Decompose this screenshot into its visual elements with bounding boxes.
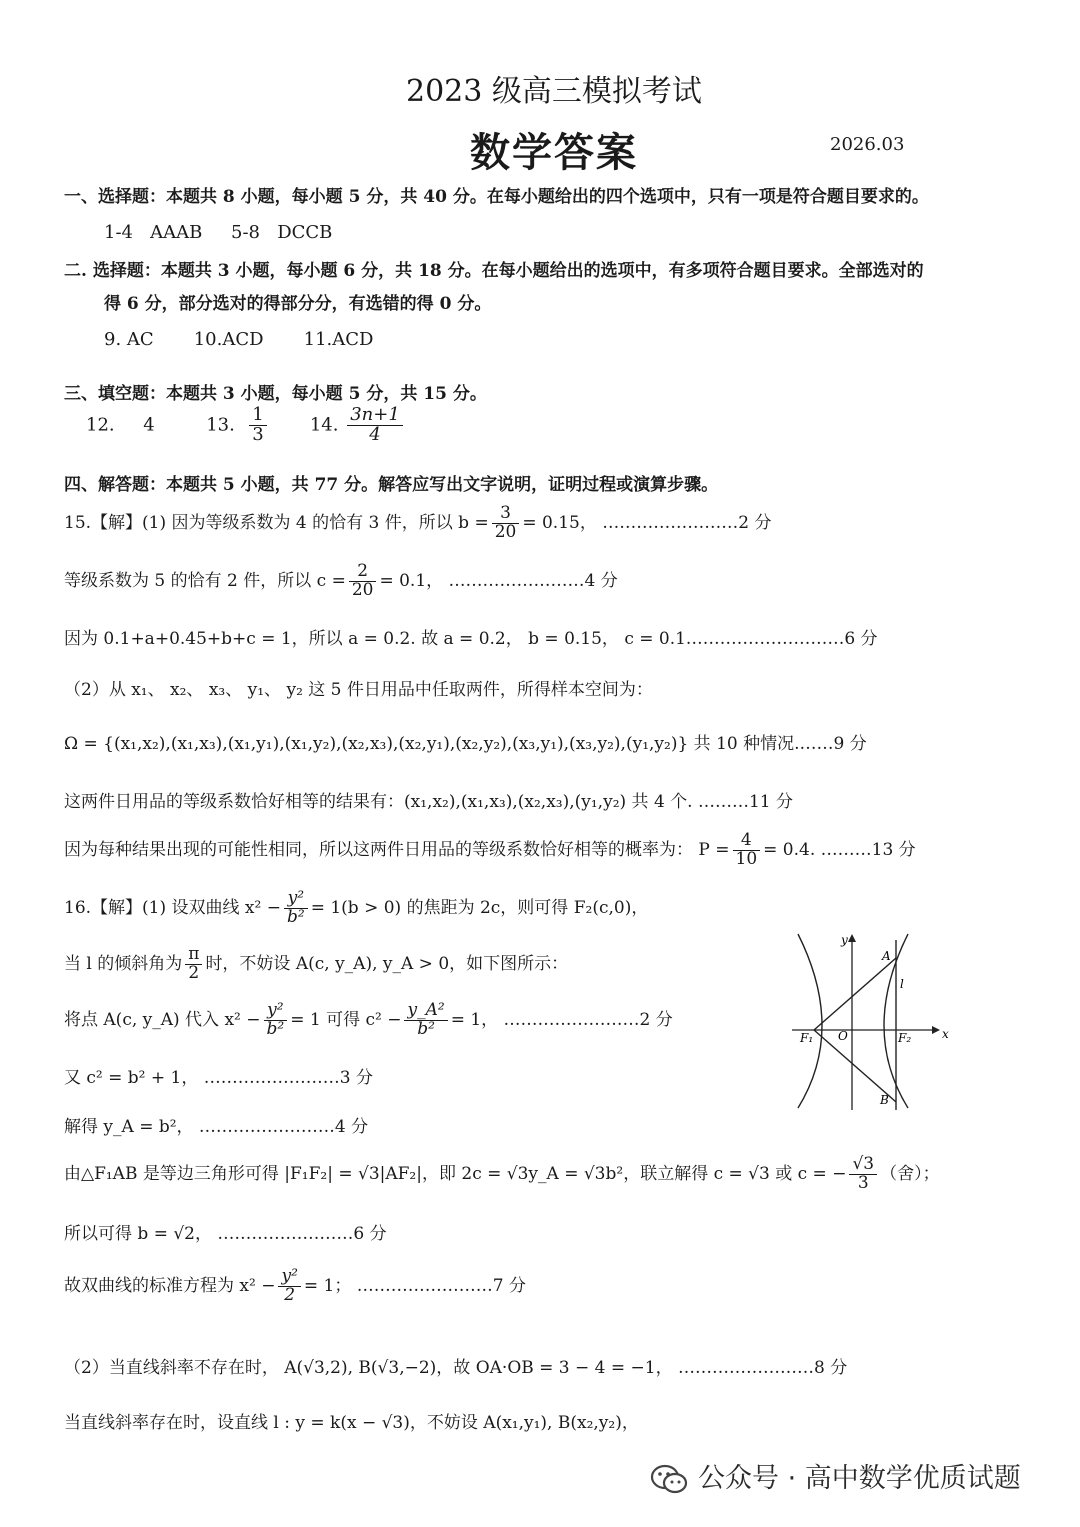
sec3-answers (86, 406, 406, 445)
q15-line7: 因为每种结果出现的可能性相同，所以这两件日用品的等级系数恰好相等的概率为： P = $\frac{4}{10}$ = 0.4. ………13 分 (64, 830, 916, 869)
label-l: l (900, 977, 904, 991)
x-axis-arrow (932, 1026, 940, 1034)
q16-line2: 当 l 的倾斜角为 $\frac{\pi}{2}$ 时，不妨设 A(c, y_A), y_A > 0，如下图所示： (64, 944, 569, 983)
q13-label: 13. (206, 414, 235, 436)
q16-line8: 故双曲线的标准方程为 x² − $\frac{\text{y²}}{2}$ = 1； ……………………7 分 (64, 1266, 526, 1305)
sec2-heading-line1: 二. 选择题：本题共 3 小题，每小题 6 分，共 18 分。在每小题给出的选项中，有多项符合题目要求。全部选对的 (64, 261, 924, 281)
q15-line6: 这两件日用品的等级系数恰好相等的结果有：(x₁,x₂),(x₁,x₃),(x₂,x₃),(y₁,y₂) 共 4 个. ………11 分 (64, 792, 794, 812)
sec2-answers (104, 329, 373, 350)
sec1-heading: 一、选择题：本题共 8 小题，每小题 5 分，共 40 分。在每小题给出的四个选项中，只有一项是符合题目要求的。 (64, 187, 929, 207)
label-f2: F₂ (898, 1031, 912, 1045)
label-a: A (882, 949, 891, 963)
q15-line3: 因为 0.1+a+0.45+b+c = 1，所以 a = 0.2. 故 a = 0.2， b = 0.15， c = 0.1.………………………6 分 (64, 629, 878, 649)
q16-line6: 由△F₁AB 是等边三角形可得 |F₁F₂| = √3|AF₂|，即 2c = √3y_A = √3b²，联立解得 c = √3 或 c = − $\frac{√3}{3}$ （舍）； (64, 1154, 940, 1193)
watermark-text: 公众号 · 高中数学优质试题 (698, 1463, 1021, 1494)
q16-line3: 将点 A(c, y_A) 代入 x² − $\frac{\text{y²}}{\text{b²}}$ = 1 可得 c² − $\frac{\text{y\_A²}}{\text{b²}}$ = 1， ……………………2 分 (64, 1000, 673, 1039)
q15-line1: 15.【解】(1) 因为等级系数为 4 的恰有 3 件，所以 b = $\frac{3}{20}$ = 0.15， ……………………2 分 (64, 503, 772, 542)
sec1-label-a: 1-4 (104, 222, 133, 243)
sec1-label-b: 5-8 (231, 222, 261, 243)
sec1-answers (104, 222, 332, 243)
q12-label: 12. (86, 414, 115, 436)
answer-9: 9. AC (104, 329, 154, 350)
q16-line4: 又 c² = b² + 1， ……………………3 分 (64, 1068, 373, 1088)
y-axis-arrow (848, 934, 856, 942)
answer-11: 11.ACD (303, 329, 374, 350)
segment-f1-b (814, 1030, 896, 1102)
answer-12: 4 (143, 414, 155, 436)
q16-line1: 16.【解】(1) 设双曲线 x² − $\frac{\text{y²}}{\text{b²}}$ = 1(b > 0) 的焦距为 2c，则可得 F₂(c,0)， (64, 888, 649, 927)
q15-line2: 等级系数为 5 的恰有 2 件，所以 c = $\frac{2}{20}$ = 0.1， ……………………4 分 (64, 561, 618, 600)
sec3-heading: 三、填空题：本题共 3 小题，每小题 5 分，共 15 分。 (64, 384, 487, 404)
label-o: O (838, 1029, 848, 1043)
q16-line9: （2）当直线斜率不存在时， A(√3,2), B(√3,−2)，故 OA·OB = 3 − 4 = −1， ……………………8 分 (64, 1358, 848, 1378)
q16-line10: 当直线斜率存在时，设直线 l : y = k(x − √3)，不妨设 A(x₁,y₁), B(x₂,y₂)， (64, 1413, 639, 1433)
q16-line5: 解得 y_A = b²， ……………………4 分 (64, 1117, 369, 1137)
label-x: x (942, 1027, 949, 1041)
q16-line7: 所以可得 b = √2， ……………………6 分 (64, 1224, 387, 1244)
exam-title: 2023 级高三模拟考试 (406, 74, 702, 109)
sec1-answer-a: AAAB (150, 222, 203, 243)
q14-label: 14. (309, 414, 339, 436)
label-y: y (841, 933, 848, 947)
wechat-icon (650, 1463, 690, 1497)
watermark (650, 1456, 1021, 1497)
sec1-answer-b: DCCB (277, 222, 333, 243)
label-b: B (880, 1093, 889, 1107)
label-f1: F₁ (800, 1031, 814, 1045)
q15-line5: Ω = {(x₁,x₂),(x₁,x₃),(x₁,y₁),(x₁,y₂),(x₂,x₃),(x₂,y₁),(x₂,y₂),(x₃,y₁),(x₃,y₂),(y₁,y₂)} 共 10 种情况.……9 分 (64, 734, 867, 754)
answer-10: 10.ACD (193, 329, 264, 350)
exam-date: 2026.03 (830, 134, 905, 155)
hyperbola-left-branch (798, 934, 822, 1108)
answer-14-fraction: $\frac{3n+1}{4}$ (347, 406, 403, 445)
answer-13-fraction: $\frac{1}{3}$ (249, 406, 266, 445)
sec2-heading-line2: 得 6 分，部分选对的得部分分，有选错的得 0 分。 (104, 294, 492, 314)
sec4-heading: 四、解答题：本题共 5 小题，共 77 分。解答应写出文字说明，证明过程或演算步骤。 (64, 475, 719, 495)
q15-line4: （2）从 x₁、 x₂、 x₃、 y₁、 y₂ 这 5 件日用品中任取两件，所得样本空间为： (64, 680, 653, 700)
hyperbola-figure (790, 930, 960, 1115)
doc-title: 数学答案 (470, 129, 638, 176)
